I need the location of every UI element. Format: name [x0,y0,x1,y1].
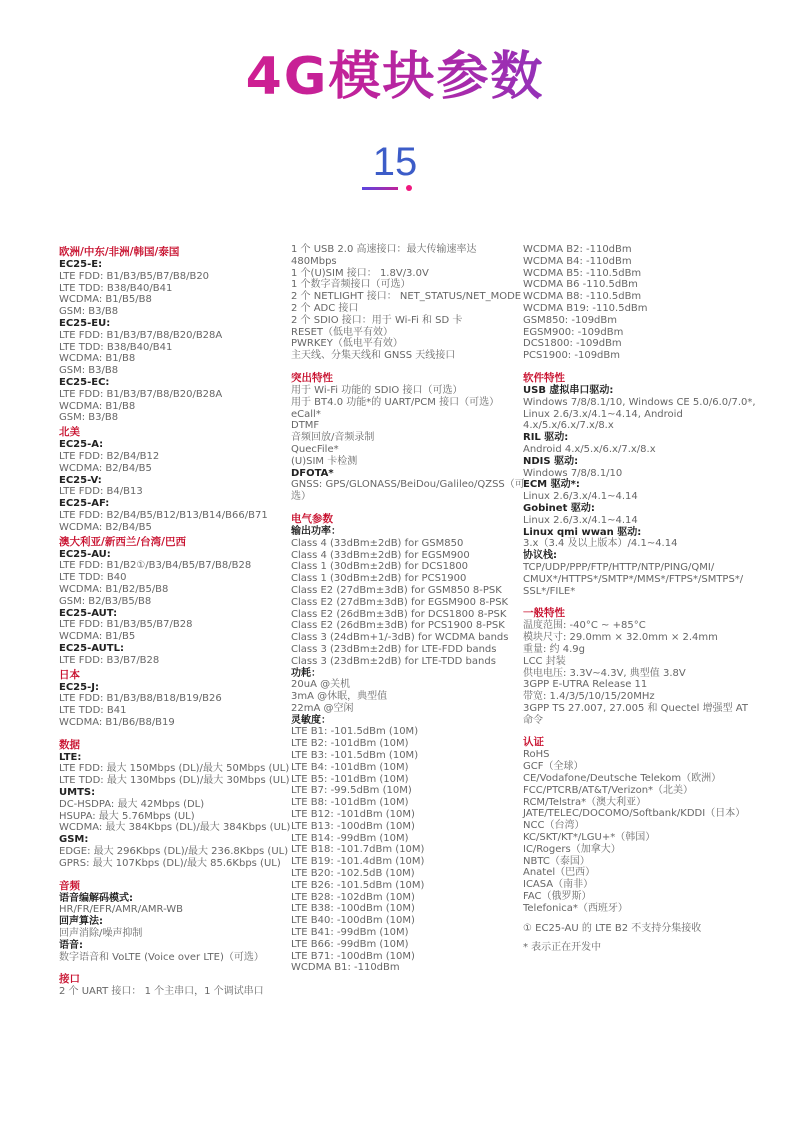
spec-line: 2 个 SDIO 接口：用于 Wi-Fi 和 SD 卡 [291,314,463,326]
spec-line: LTE B2: -101dBm (10M) [291,738,409,750]
spec-line: LTE B28: -102dBm (10M) [291,891,415,903]
spec-line: WCDMA: B1/B5/B8 [59,294,152,306]
section-heading: 一般特性 [523,607,565,620]
spec-line: 2 个 UART 接口： 1 个主串口，1 个调试串口 [59,986,264,998]
spec-line: 3mA @休眠，典型值 [291,691,388,703]
section-heading: 音频 [59,879,80,892]
spec-line: LTE B7: -99.5dBm (10M) [291,785,412,797]
spec-line: Android 4.x/5.x/6.x/7.x/8.x [523,443,656,455]
spec-line: LTE B18: -101.7dBm (10M) [291,844,425,856]
spec-line: GPRS: 最大 107Kbps (DL)/最大 85.6Kbps (UL) [59,857,281,869]
spec-line: Class 3 (23dBm±2dB) for LTE-TDD bands [291,655,496,667]
subheading: ECM 驱动*: [523,479,580,491]
spec-line: LTE FDD: B1/B3/B5/B7/B28 [59,619,193,631]
subheading: EC25-EC: [59,376,110,388]
spec-line: LTE B3: -101.5dBm (10M) [291,750,419,762]
spec-line: GSM: B3/B8 [59,412,119,424]
spec-line: NCC（台湾） [523,820,585,832]
spec-line: WCDMA: B2/B4/B5 [59,521,152,533]
spec-line: LTE B20: -102.5dB (10M) [291,868,415,880]
spec-line: EGSM900: -109dBm [523,326,624,338]
section-heading: 日本 [59,668,80,681]
spec-line: LTE TDD: B38/B40/B41 [59,282,173,294]
section-heading: 澳大利亚/新西兰/台湾/巴西 [59,535,187,548]
spec-line: WCDMA B19: -110.5dBm [523,302,648,314]
spec-line: Class 1 (30dBm±2dB) for DCS1800 [291,561,469,573]
spec-line: 3.x（3.4 及以上版本）/4.1~4.14 [523,538,678,550]
spec-line: * 表示正在开发中 [523,942,602,954]
spec-line: GNSS: GPS/GLONASS/BeiDou/Galileo/QZSS（可 [291,479,525,491]
spec-line: 480Mbps [291,255,337,267]
spacer [523,915,763,923]
spec-line: 1 个(U)SIM 接口： 1.8V/3.0V [291,267,429,279]
subheading: EC25-AUT: [59,607,118,619]
spec-line: 22mA @空闲 [291,702,354,714]
subheading: EC25-V: [59,474,102,486]
subheading: EC25-E: [59,259,103,270]
spec-line: 重量: 约 4.9g [523,643,585,655]
spec-line: 命令 [523,714,543,726]
spec-line: 1 个 USB 2.0 高速接口：最大传输速率达 [291,244,477,255]
section-heading: 突出特性 [291,371,333,384]
subheading: EC25-A: [59,439,104,451]
spec-line: LTE TDD: 最大 130Mbps (DL)/最大 30Mbps (UL) [59,775,290,787]
spec-line: WCDMA: B1/B5 [59,631,136,643]
spec-line: 温度范围: -40°C ~ +85°C [523,620,646,632]
spec-line: DC-HSDPA: 最大 42Mbps (DL) [59,798,205,810]
spec-line: LTE FDD: B1/B3/B5/B7/B8/B20 [59,270,210,282]
spec-line: 模块尺寸: 29.0mm × 32.0mm × 2.4mm [523,632,718,644]
spec-line: Class E2 (27dBm±3dB) for EGSM900 8-PSK [291,596,509,608]
spacer [59,729,281,737]
spec-line: LTE B38: -100dBm (10M) [291,903,415,915]
spec-line: Anatel（巴西） [523,867,596,879]
spec-line: CE/Vodafone/Deutsche Telekom（欧洲） [523,773,722,785]
subheading: 回声算法: [59,916,103,928]
subheading: RIL 驱动: [523,432,569,444]
spec-line: 带宽: 1.4/3/5/10/15/20MHz [523,691,655,703]
spec-line: 3GPP TS 27.007, 27.005 和 Quectel 增强型 AT [523,702,748,714]
spec-line: LTE TDD: B41 [59,705,127,717]
spec-line: 20uA @关机 [291,679,351,691]
spec-line: LTE TDD: B40 [59,572,127,584]
spec-line: LTE B8: -101dBm (10M) [291,797,409,809]
subheading: GSM: [59,834,89,846]
spec-line: 用于 BT4.0 功能*的 UART/PCM 接口（可选） [291,396,500,408]
spec-line: WCDMA B6 -110.5dBm [523,279,638,291]
spec-line: 主天线、分集天线和 GNSS 天线接口 [291,350,456,362]
subheading: 协议栈: [523,550,557,562]
spec-line: HSUPA: 最大 5.76Mbps (UL) [59,810,195,822]
spec-line: LTE B13: -100dBm (10M) [291,820,415,832]
spec-line: Linux 2.6/3.x/4.1~4.14 [523,491,638,503]
subheading: 输出功率： [291,525,341,537]
spec-line: WCDMA B1: -110dBm [291,962,400,974]
spec-line: Class 4 (33dBm±2dB) for GSM850 [291,537,464,549]
spec-line: Class 3 (24dBm+1/-3dB) for WCDMA bands [291,632,509,644]
spec-line: WCDMA B2: -110dBm [523,244,632,255]
spec-line: PCS1900: -109dBm [523,350,621,362]
spec-line: LTE B14: -99dBm (10M) [291,832,409,844]
subheading: EC25-AU: [59,548,111,560]
subheading: DFOTA* [291,467,334,479]
subheading: Linux qmi wwan 驱动: [523,526,642,538]
subheading: 语音编解码模式: [59,892,133,904]
subheading: 语音: [59,939,83,951]
spec-line: 3GPP E-UTRA Release 11 [523,679,648,691]
spec-line: ICASA（南非） [523,879,594,891]
spec-line: PWRKEY（低电平有效） [291,338,403,350]
section-heading: 认证 [523,736,544,749]
spec-line: LCC 封装 [523,655,566,667]
spec-line: GCF（全球） [523,761,584,773]
spec-line: NBTC（泰国） [523,855,590,867]
spec-line: WCDMA: B1/B8 [59,353,136,365]
spacer [523,726,763,734]
spec-line: LTE B19: -101.4dBm (10M) [291,856,425,868]
spec-line: RCM/Telstra*（澳大利亚） [523,796,647,808]
spec-line: GSM: B2/B3/B5/B8 [59,595,152,607]
spec-line: LTE FDD: B1/B3/B7/B8/B20/B28A [59,329,223,341]
section-heading: 欧洲/中东/非洲/韩国/泰国 [59,246,180,258]
spec-line: LTE B71: -100dBm (10M) [291,950,415,962]
spec-line: LTE B40: -100dBm (10M) [291,915,415,927]
spec-line: HR/FR/EFR/AMR/AMR-WB [59,904,184,916]
spec-line: Linux 2.6/3.x/4.1~4.14 [523,514,638,526]
subheading: UMTS: [59,787,96,799]
spec-line: 2 个 ADC 接口 [291,302,359,314]
subheading: EC25-AF: [59,498,110,510]
subheading: 灵敏度： [291,714,331,726]
spec-line: Class 3 (23dBm±2dB) for LTE-FDD bands [291,643,497,655]
spec-line: SSL*/FILE* [523,585,576,597]
spec-line: LTE B1: -101.5dBm (10M) [291,726,419,738]
spec-line: KC/SKT/KT*/LGU+*（韩国） [523,832,656,844]
spec-line: EDGE: 最大 296Kbps (DL)/最大 236.8Kbps (UL) [59,846,289,858]
spec-line: 用于 Wi-Fi 功能的 SDIO 接口（可选） [291,384,463,396]
spec-line: WCDMA: B1/B2/B5/B8 [59,583,169,595]
spec-line: 1 个数字音频接口（可选） [291,279,411,291]
spec-line: eCall* [291,408,321,420]
subheading: LTE: [59,751,82,763]
spec-line: GSM: B3/B8 [59,365,119,377]
spec-line: LTE B41: -99dBm (10M) [291,927,409,939]
spec-line: LTE B66: -99dBm (10M) [291,938,409,950]
spec-line: GSM: B3/B8 [59,306,119,318]
section-heading: 北美 [59,426,80,439]
spec-line: 2 个 NETLIGHT 接口： NET_STATUS/NET_MODE [291,291,522,303]
spacer [523,597,763,605]
spec-line: 数字语音和 VoLTE (Voice over LTE)（可选） [59,951,264,963]
spec-line: DCS1800: -109dBm [523,338,622,350]
spec-line: RESET（低电平有效） [291,326,394,338]
spec-line: WCDMA: B1/B6/B8/B19 [59,716,175,728]
spec-line: JATE/TELEC/DOCOMO/Softbank/KDDI（日本） [523,808,746,820]
spec-line: Windows 7/8/8.1/10 [523,467,623,479]
spec-line: LTE B26: -101.5dBm (10M) [291,879,425,891]
subheading: USB 虚拟串口驱动: [523,384,614,396]
subheading: EC25-AUTL: [59,642,124,654]
spec-column-1 [59,244,291,998]
spec-line: WCDMA B5: -110.5dBm [523,267,642,279]
spec-line: LTE B12: -101dBm (10M) [291,809,415,821]
spec-line: LTE FDD: B2/B4/B5/B12/B13/B14/B66/B71 [59,509,268,521]
spec-line: WCDMA B8: -110.5dBm [523,291,642,303]
spec-line: QuecFile* [291,443,339,455]
page-number: 15 [372,140,418,184]
spec-line: WCDMA: 最大 384Kbps (DL)/最大 384Kbps (UL) [59,822,291,834]
spec-line: LTE FDD: 最大 150Mbps (DL)/最大 50Mbps (UL) [59,763,290,775]
spec-line: LTE B4: -101dBm (10M) [291,761,409,773]
spacer [523,362,763,370]
spec-line: WCDMA B4: -110dBm [523,255,632,267]
page-title: 4G模块参数 [0,46,790,108]
spec-line: 回声消除/噪声抑制 [59,928,143,940]
spec-line: LTE FDD: B4/B13 [59,486,143,498]
spec-line: LTE TDD: B38/B40/B41 [59,341,173,353]
spec-line: IC/Rogers（加拿大） [523,843,621,855]
spec-line: (U)SIM 卡检测 [291,455,358,467]
spec-line: Class E2 (26dBm±3dB) for DCS1800 8-PSK [291,608,507,620]
spec-line: DTMF [291,420,320,432]
spec-line: 选） [291,491,311,503]
spec-line: LTE B5: -101dBm (10M) [291,773,409,785]
spec-line: FCC/PTCRB/AT&T/Verizon*（北美） [523,784,694,796]
spec-column-3 [523,244,763,954]
subheading: EC25-J: [59,681,99,693]
spec-line: LTE FDD: B1/B3/B7/B8/B20/B28A [59,388,223,400]
spec-line: LTE FDD: B2/B4/B12 [59,450,160,462]
spec-line: 4.x/5.x/6.x/7.x/8.x [523,420,614,432]
subheading: NDIS 驱动: [523,455,579,467]
spacer [59,870,281,878]
spec-line: Class 1 (30dBm±2dB) for PCS1900 [291,573,467,585]
spec-line: ① EC25-AU 的 LTE B2 不支持分集接收 [523,922,702,934]
section-heading: 电气参数 [291,512,333,525]
spec-line: 音频回放/音频录制 [291,432,375,444]
subheading: EC25-EU: [59,317,111,329]
subheading: Gobinet 驱动: [523,502,595,514]
spec-line: TCP/UDP/PPP/FTP/HTTP/NTP/PING/QMI/ [523,561,715,573]
spec-line: LTE FDD: B1/B3/B8/B18/B19/B26 [59,693,222,705]
spec-line: Class E2 (26dBm±3dB) for PCS1900 8-PSK [291,620,505,632]
title-dot [406,185,412,191]
spacer [291,362,513,370]
spec-line: WCDMA: B2/B4/B5 [59,462,152,474]
spec-line: LTE FDD: B3/B7/B28 [59,654,160,666]
title-underline [362,187,398,190]
section-heading: 软件特性 [523,371,565,384]
subheading: 功耗： [291,667,321,679]
spec-line: CMUX*/HTTPS*/SMTP*/MMS*/FTPS*/SMTPS*/ [523,573,744,585]
spec-line: GSM850: -109dBm [523,314,618,326]
spec-line: 供电电压: 3.3V~4.3V, 典型值 3.8V [523,667,686,679]
spec-column-2 [291,244,525,974]
spec-line: RoHS [523,749,550,761]
spec-line: Class 4 (33dBm±2dB) for EGSM900 [291,549,470,561]
spec-line: WCDMA: B1/B8 [59,400,136,412]
section-heading: 数据 [59,738,80,751]
spec-line: Windows 7/8/8.1/10, Windows CE 5.0/6.0/7.0*, [523,396,756,408]
spec-line: Linux 2.6/3.x/4.1~4.14, Android [523,408,683,420]
spec-line: Class E2 (27dBm±3dB) for GSM850 8-PSK [291,584,502,596]
spacer [291,503,513,511]
spec-line: LTE FDD: B1/B2①/B3/B4/B5/B7/B8/B28 [59,560,252,572]
spacer [59,963,281,971]
section-heading: 接口 [59,973,80,986]
spec-line: Telefonica*（西班牙） [523,902,628,914]
spec-line: FAC（俄罗斯） [523,891,592,903]
